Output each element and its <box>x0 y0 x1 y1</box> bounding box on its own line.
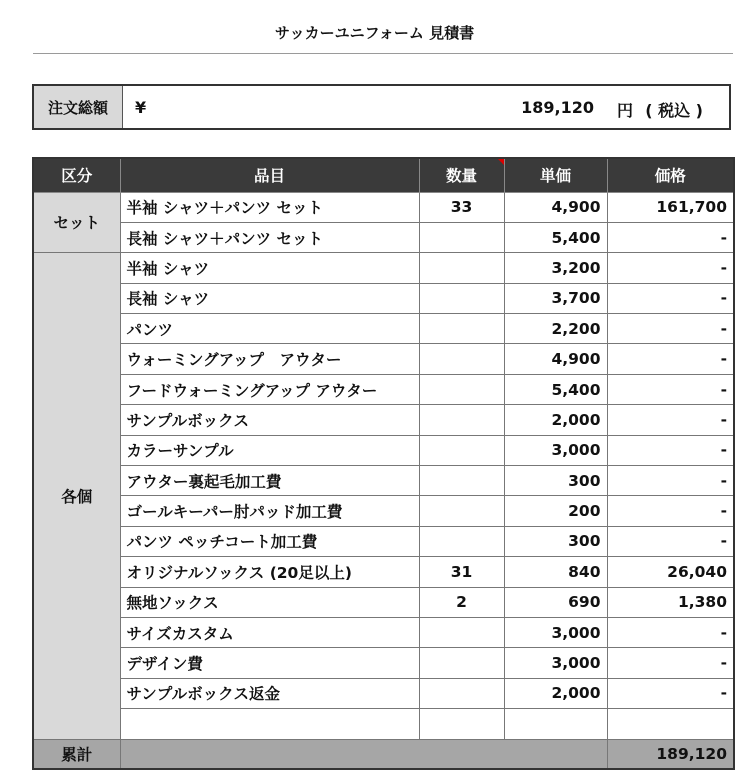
item-cell[interactable]: サンプルボックス <box>120 405 419 435</box>
unit-price-cell[interactable]: 5,400 <box>504 222 607 252</box>
summary-label[interactable]: 累計 <box>33 739 120 769</box>
table-row <box>33 466 734 496</box>
summary-spacer[interactable] <box>120 739 607 769</box>
price-cell[interactable]: 161,700 <box>607 192 734 222</box>
yen-symbol: ¥ <box>135 98 147 117</box>
item-cell[interactable]: 半袖 シャツ＋パンツ セット <box>120 192 419 222</box>
table-row <box>33 557 734 587</box>
unit-price-cell[interactable]: 300 <box>504 526 607 556</box>
quantity-cell[interactable] <box>419 496 504 526</box>
category-set[interactable]: セット <box>33 192 120 253</box>
unit-price-cell[interactable]: 200 <box>504 496 607 526</box>
table-row <box>33 222 734 252</box>
item-cell[interactable]: パンツ ペッチコート加工費 <box>120 526 419 556</box>
table-row <box>33 496 734 526</box>
unit-price-cell[interactable]: 5,400 <box>504 374 607 404</box>
item-cell[interactable]: 長袖 シャツ <box>120 283 419 313</box>
comment-marker-icon[interactable] <box>498 159 504 165</box>
summary-row <box>33 739 734 769</box>
table-row <box>33 709 734 739</box>
document-title: サッカーユニフォーム 見積書 <box>274 24 475 42</box>
quantity-cell[interactable] <box>419 617 504 647</box>
header-unit-price[interactable]: 単価 <box>504 158 607 192</box>
estimate-table <box>32 157 735 770</box>
price-cell[interactable]: - <box>607 526 734 556</box>
price-cell[interactable]: - <box>607 496 734 526</box>
price-cell[interactable]: - <box>607 678 734 708</box>
summary-total[interactable]: 189,120 <box>607 739 734 769</box>
quantity-cell[interactable] <box>419 648 504 678</box>
header-quantity[interactable] <box>419 158 504 192</box>
currency-unit: 円 <box>616 101 633 120</box>
price-cell[interactable]: - <box>607 435 734 465</box>
unit-price-cell[interactable]: 4,900 <box>504 192 607 222</box>
order-total-box <box>32 84 731 130</box>
quantity-cell[interactable] <box>419 405 504 435</box>
order-total-amount: 189,120 <box>521 98 594 117</box>
unit-price-cell[interactable]: 300 <box>504 466 607 496</box>
price-cell[interactable]: - <box>607 253 734 283</box>
unit-price-cell[interactable]: 2,000 <box>504 678 607 708</box>
item-cell[interactable]: ウォーミングアップ アウター <box>120 344 419 374</box>
unit-price-cell[interactable]: 3,000 <box>504 435 607 465</box>
table-row <box>33 648 734 678</box>
quantity-cell[interactable] <box>419 678 504 708</box>
item-cell[interactable]: 半袖 シャツ <box>120 253 419 283</box>
unit-price-cell[interactable]: 690 <box>504 587 607 617</box>
table-row <box>33 253 734 283</box>
table-row <box>33 405 734 435</box>
item-cell[interactable]: サンプルボックス返金 <box>120 678 419 708</box>
quantity-cell[interactable] <box>419 435 504 465</box>
price-cell[interactable]: - <box>607 374 734 404</box>
quantity-cell[interactable] <box>419 222 504 252</box>
price-cell[interactable]: - <box>607 405 734 435</box>
table-header-row <box>33 158 734 192</box>
header-price[interactable]: 価格 <box>607 158 734 192</box>
title-underline <box>33 53 733 54</box>
unit-price-cell[interactable]: 3,700 <box>504 283 607 313</box>
price-cell[interactable]: 1,380 <box>607 587 734 617</box>
item-cell[interactable]: パンツ <box>120 314 419 344</box>
table-row <box>33 435 734 465</box>
price-cell[interactable]: - <box>607 314 734 344</box>
tax-included-note: ( 税込 ) <box>645 101 703 120</box>
price-cell[interactable]: 26,040 <box>607 557 734 587</box>
item-cell[interactable]: オリジナルソックス (20足以上) <box>120 557 419 587</box>
table-row <box>33 314 734 344</box>
item-cell[interactable]: カラーサンプル <box>120 435 419 465</box>
table-row <box>33 374 734 404</box>
price-cell[interactable]: - <box>607 617 734 647</box>
unit-price-cell[interactable]: 3,200 <box>504 253 607 283</box>
price-cell[interactable]: - <box>607 648 734 678</box>
category-individual[interactable]: 各個 <box>33 253 120 739</box>
quantity-cell[interactable]: 2 <box>419 587 504 617</box>
item-cell[interactable]: 無地ソックス <box>120 587 419 617</box>
table-row <box>33 678 734 708</box>
item-cell[interactable]: ゴールキーパー肘パッド加工費 <box>120 496 419 526</box>
table-row <box>33 192 734 222</box>
item-cell[interactable]: フードウォーミングアップ アウター <box>120 374 419 404</box>
quantity-cell[interactable] <box>419 374 504 404</box>
table-row <box>33 344 734 374</box>
quantity-cell[interactable]: 31 <box>419 557 504 587</box>
quantity-cell[interactable] <box>419 709 504 739</box>
price-cell[interactable]: - <box>607 283 734 313</box>
quantity-cell[interactable] <box>419 466 504 496</box>
quantity-cell[interactable] <box>419 344 504 374</box>
item-cell[interactable]: デザイン費 <box>120 648 419 678</box>
quantity-cell[interactable]: 33 <box>419 192 504 222</box>
unit-price-cell[interactable]: 3,000 <box>504 648 607 678</box>
header-quantity-label: 数量 <box>445 167 477 186</box>
table-row <box>33 526 734 556</box>
price-cell[interactable]: - <box>607 222 734 252</box>
unit-price-cell[interactable] <box>504 709 607 739</box>
price-cell[interactable]: - <box>607 344 734 374</box>
table-row <box>33 617 734 647</box>
quantity-cell[interactable] <box>419 526 504 556</box>
table-row <box>33 283 734 313</box>
unit-price-cell[interactable]: 2,200 <box>504 314 607 344</box>
header-category[interactable]: 区分 <box>33 158 120 192</box>
table-row <box>33 587 734 617</box>
price-cell[interactable] <box>607 709 734 739</box>
quantity-cell[interactable] <box>419 314 504 344</box>
item-cell[interactable]: アウター裏起毛加工費 <box>120 466 419 496</box>
item-cell[interactable]: 長袖 シャツ＋パンツ セット <box>120 222 419 252</box>
header-item[interactable]: 品目 <box>120 158 419 192</box>
item-cell[interactable]: サイズカスタム <box>120 617 419 647</box>
order-total-label: 注文総額 <box>34 86 123 128</box>
quantity-cell[interactable] <box>419 253 504 283</box>
unit-price-cell[interactable]: 4,900 <box>504 344 607 374</box>
quantity-cell[interactable] <box>419 283 504 313</box>
item-cell[interactable] <box>120 709 419 739</box>
unit-price-cell[interactable]: 3,000 <box>504 617 607 647</box>
unit-price-cell[interactable]: 840 <box>504 557 607 587</box>
price-cell[interactable]: - <box>607 466 734 496</box>
order-total-cell[interactable] <box>123 86 729 128</box>
unit-price-cell[interactable]: 2,000 <box>504 405 607 435</box>
